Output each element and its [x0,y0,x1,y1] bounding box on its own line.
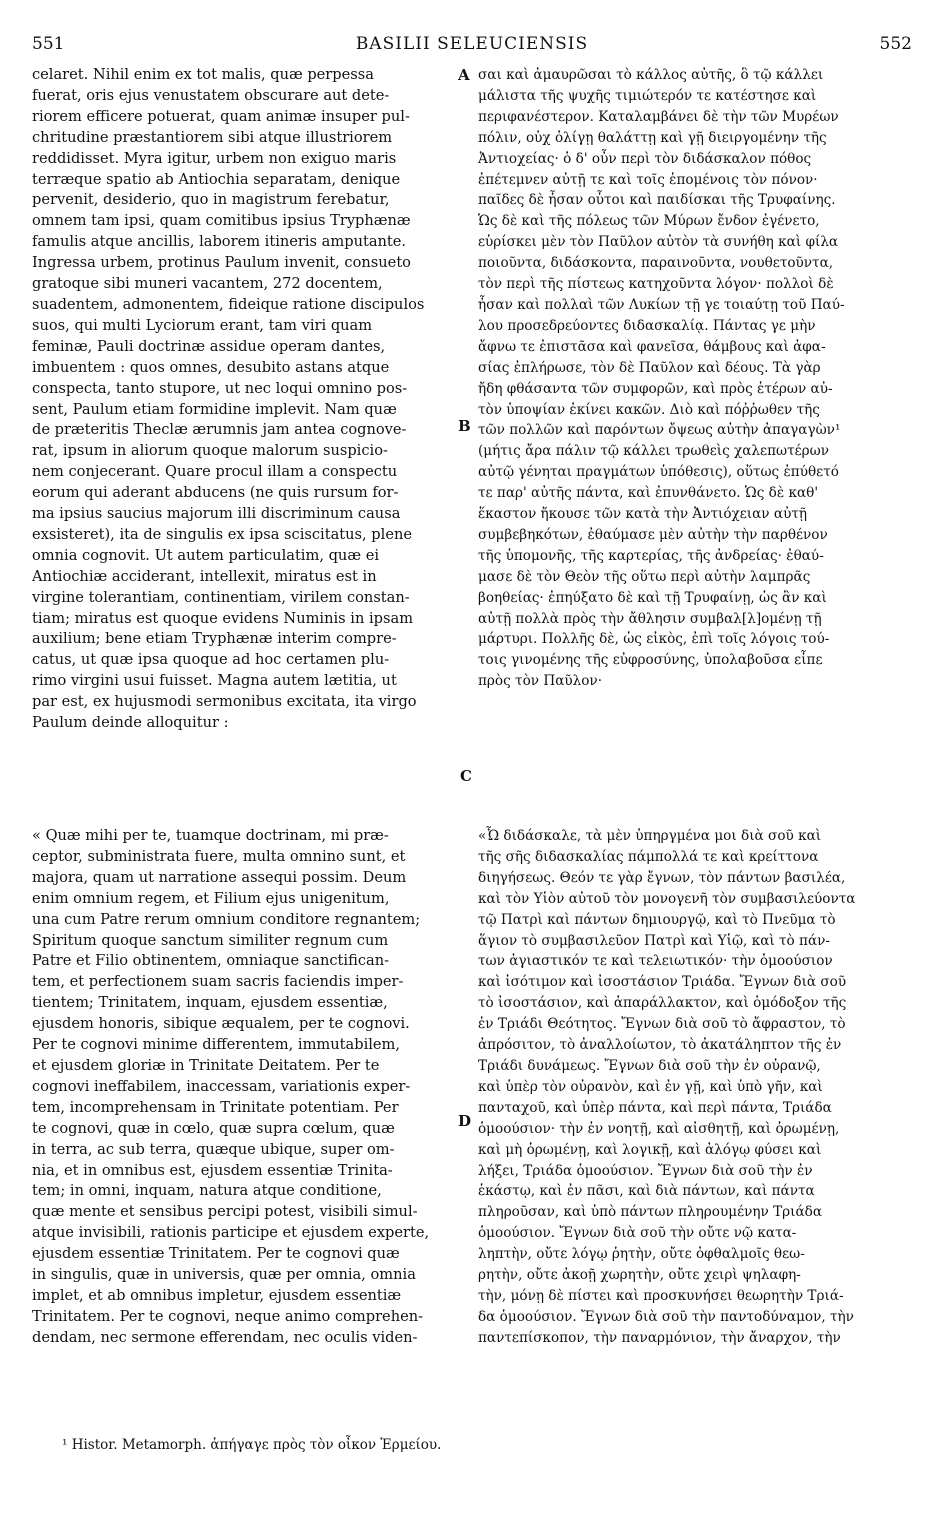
margin-marker-c: C [460,767,472,785]
text-line: διηγήσεως. Θεόν τε γὰρ ἔγνων, τὸν πάντων βασιλέα, [478,869,846,886]
text-line: terræque spatio ab Antiochia separatam, denique [32,170,401,188]
latin-column-top [32,65,460,734]
text-line: καὶ τὸν Υἱὸν αὐτοῦ τὸν μονογενῆ τὸν συμβασιλεύοντα [478,890,856,907]
text-line: τοις γινομένης τῆς εὐφροσύνης, ὑπολαβοῦσα εἶπε [478,652,823,669]
text-line: εὑρίσκει μὲν τὸν Παῦλον αὐτὸν τὰ συνήθη καὶ φίλα [478,234,839,251]
text-line: atque invisibili, rationis participe et ejusdem experte, [32,1224,430,1242]
text-line: ἄφνω τε ἐπιστᾶσα καὶ φανεῖσα, θάμβους καὶ ἀφα- [478,338,826,355]
text-line: auxilium; bene etiam Tryphænæ interim compre- [32,630,397,648]
footnote: ¹ Histor. Metamorph. ἀπήγαγε πρὸς τὸν οἶκον Ἑρμείου. [62,1437,442,1453]
text-line: τὸν ὑποψίαν ἐκίνει κακῶν. Διὸ καὶ πόῤῥωθεν τῆς [478,401,820,418]
text-line: λου προσεδρεύοντες διδασκαλίᾳ. Πάντας γε μὴν [478,317,816,334]
text-line: tem; in omni, inquam, natura atque conditione, [32,1182,382,1200]
text-line: τὸν περὶ τῆς πίστεως κατηχοῦντα λόγον· πολλοὶ δὲ [478,276,834,293]
text-line: famulis atque ancillis, laborem itineris amputante. [32,233,407,251]
text-line: implet, et ab omnibus impletur, ejusdem essentiæ [32,1286,402,1304]
text-line: Antiochiæ acciderant, intellexit, miratus est in [32,567,377,585]
text-line: gratoque sibi muneri vacantem, 272 docentem, [32,275,383,293]
text-line: σίας ἐπλήρωσε, τὸν δὲ Παῦλον καὶ δέους. Τὰ γὰρ [478,359,821,376]
text-line: βοηθείας· ἐπηύξατο δὲ καὶ τῇ Τρυφαίνῃ, ὡς ἂν καὶ [478,589,827,606]
text-line: ἐν Τριάδι Θεότητος. Ἔγνων διὰ σοῦ τὸ ἄφραστον, τὸ [478,1016,846,1033]
text-line: in terra, ac sub terra, quæque ubique, super om- [32,1140,395,1158]
text-line: te cognovi, quæ in cœlo, quæ supra cœlum, quæ [32,1119,395,1137]
text-line: imbuentem : quos omnes, desubito astans atque [32,358,390,376]
text-line: τε παρ' αὐτῆς πάντα, καὶ ἐπυνθάνετο. Ὡς δὲ καθ' [478,485,819,502]
text-line: ἤδη φθάσαντα τῶν συμφορῶν, καὶ πρὸς ἑτέρων αὐ- [478,380,833,397]
text-line: majora, quam ut narratione assequi possim. Deum [32,868,407,886]
text-line: feminæ, Pauli doctrinæ assidue operam dantes, [32,337,386,355]
text-line: et ejusdem gloriæ in Trinitate Deitatem. Per te [32,1056,380,1074]
latin-column-bottom [32,826,460,1349]
text-line: conspecta, tanto stupore, ut nec loqui omnino pos- [32,379,408,397]
text-line: σαι καὶ ἀμαυρῶσαι τὸ κάλλος αὐτῆς, ὃ τῷ κάλλει [478,67,824,83]
text-line: Paulum deinde alloquitur : [32,714,229,732]
text-line: Ὡς δὲ καὶ τῆς πόλεως τῶν Μύρων ἔνδον ἐγένετο, [478,213,820,230]
text-line: πληροῦσαν, καὶ ὑπὸ πάντων πληρουμένην Τριάδα [478,1204,823,1221]
greek-column-top [478,65,888,692]
text-line: omnia cognovit. Ut autem particulatim, quæ ei [32,546,379,564]
text-line: reddidisset. Myra igitur, urbem non exiguo maris [32,149,397,167]
text-line: rimo virgini usui fuisset. Magna autem lætitia, ut [32,672,397,690]
text-line: «Ὦ διδάσκαλε, τὰ μὲν ὑπηργμένα μοι διὰ σοῦ καὶ [478,828,822,844]
text-line: de præteritis Theclæ ærumnis jam antea cognove- [32,421,407,439]
left-page-number: 551 [32,34,65,54]
text-line: καὶ ἰσότιμον καὶ ἰσοστάσιον Τριάδα. Ἔγνων διὰ σοῦ [478,974,847,991]
text-line: ejusdem essentiæ Trinitatem. Per te cognovi quæ [32,1245,400,1263]
text-line: συμβεβηκότων, ἐθαύμασε μὲν αὐτὴν τὴν παρθένον [478,526,828,543]
text-line: ceptor, subministrata fuere, multa omnino sunt, et [32,847,406,865]
page-header [32,34,912,58]
text-line: catus, ut quæ ipsa quoque ad hoc certamen plu- [32,651,390,669]
text-line: una cum Patre rerum omnium conditore regnantem; [32,910,421,928]
text-line: καὶ ὑπὲρ τὸν οὐρανὸν, καὶ ἐν γῇ, καὶ ὑπὸ γῆν, καὶ [478,1078,823,1095]
text-line: omnem tam ipsi, quam comitibus ipsius Tryphænæ [32,212,411,230]
text-line: virgine tolerantiam, continentiam, virilem constan- [32,588,410,606]
text-line: ἑκάστῳ, καὶ ἐν πᾶσι, καὶ διὰ πάντων, καὶ πάντα [478,1183,815,1200]
text-line: πανταχοῦ, καὶ ὑπὲρ πάντα, καὶ περὶ πάντα, Τριάδα [478,1099,832,1116]
text-line: tem, et perfectionem suam sacris faciendis imper- [32,973,404,991]
text-line: δα ὁμοούσιον. Ἔγνων διὰ σοῦ τὴν παντοδύναμον, τὴν [478,1308,854,1325]
margin-marker-d: D [458,1112,472,1130]
text-line: τῆς σῆς διδασκαλίας πάμπολλά τε καὶ κρείττονα [478,848,819,865]
text-line: λήξει, Τριάδα ὁμοούσιον. Ἔγνων διὰ σοῦ τὴν ἐν [478,1162,813,1179]
text-line: pervenit, desiderio, quo in magistrum ferebatur, [32,191,390,209]
text-line: exsisteret), ita de singulis ex ipsa sciscitatus, plene [32,525,412,543]
text-line: ma ipsius saucius majorum illi discriminum causa [32,505,401,523]
text-line: nia, et in omnibus est, ejusdem essentiæ Trinita- [32,1161,393,1179]
text-line: τὸ ἰσοστάσιον, καὶ ἀπαράλλακτον, καὶ ὁμόδοξον τῆς [478,995,847,1012]
text-line: τὴν, μόνῃ δὲ πίστει καὶ προσκυνήσει θεωρητὴν Τριά- [478,1287,844,1304]
text-line: περιφανέστερον. Καταλαμβάνει δὲ τὴν τῶν Μυρέων [478,108,839,125]
text-line: celaret. Nihil enim ex tot malis, quæ perpessa [32,66,374,83]
text-line: πόλιν, οὐχ ὀλίγῃ θαλάττῃ καὶ γῇ διειργομένην τῆς [478,129,827,146]
text-line: (μήτις ἄρα πάλιν τῷ κάλλει τρωθεὶς χαλεπωτέρων [478,443,829,460]
text-line: των ἁγιαστικόν τε καὶ τελειωτικόν· τὴν ὁμοούσιον [478,953,833,970]
text-line: riorem efficere potuerat, quam animæ insuper pul- [32,107,410,125]
text-line: τῶν πολλῶν καὶ παρόντων ὄψεως αὐτὴν ἀπαγαγὼν¹ [478,422,841,439]
text-line: Patre et Filio obtinentem, omniaque sanctifican- [32,952,390,970]
text-line: eorum qui aderant abducens (ne quis rursum for- [32,484,399,502]
text-line: suos, qui multi Lyciorum erant, tam viri quam [32,316,373,334]
right-page-number: 552 [879,34,912,54]
greek-column-bottom [478,826,888,1349]
text-line: nem conjecerant. Quare procul illam a conspectu [32,463,398,481]
text-line: ἅγιον τὸ συμβασιλεῦον Πατρὶ καὶ Υἱῷ, καὶ τὸ πάν- [478,932,831,949]
text-line: Trinitatem. Per te cognovi, neque animo comprehen- [32,1307,424,1325]
text-line: dendam, nec sermone efferendam, nec oculis viden- [32,1328,418,1346]
text-line: chritudine præstantiorem sibi atque illustriorem [32,128,393,146]
text-line: μασε δὲ τὸν Θεὸν τῆς οὕτω περὶ αὐτὴν λαμπρᾶς [478,568,811,585]
text-line: παῖδες δὲ ἦσαν οὗτοι καὶ παιδίσκαι τῆς Τρυφαίνης. [478,192,836,209]
text-line: ἦσαν καὶ πολλαὶ τῶν Λυκίων τῇ γε τοιαύτῃ τοῦ Παύ- [478,296,845,313]
text-line: cognovi ineffabilem, inaccessam, variationis exper- [32,1077,411,1095]
text-line: ἀπρόσιτον, τὸ ἀναλλοίωτον, τὸ ἀκατάληπτον τῆς ἐν [478,1037,842,1054]
text-line: Ingressa urbem, protinus Paulum invenit, consueto [32,254,411,272]
text-line: suadentem, admonentem, fideique ratione discipulos [32,295,425,313]
text-line: τῷ Πατρὶ καὶ πάντων δημιουργῷ, καὶ τὸ Πνεῦμα τὸ [478,911,836,928]
text-line: sent, Paulum etiam formidine implevit. Nam quæ [32,400,397,418]
text-line: πρὸς τὸν Παῦλον· [478,673,603,690]
text-line: μάρτυρι. Πολλῆς δὲ, ὡς εἰκὸς, ἐπὶ τοῖς λόγοις τού- [478,631,830,648]
text-line: ejusdem honoris, sibique æqualem, per te cognovi. [32,1015,410,1033]
text-line: μάλιστα τῆς ψυχῆς τιμιώτερόν τε κατέστησε καὶ [478,87,817,104]
text-line: ληπτὴν, οὔτε λόγῳ ῥητὴν, οὔτε ὀφθαλμοῖς θεω- [478,1246,805,1263]
text-line: Τριάδι δυνάμεως. Ἔγνων διὰ σοῦ τὴν ἐν οὐρανῷ, [478,1057,821,1074]
text-line: παντεπίσκοπον, τὴν παναρμόνιον, τὴν ἄναρχον, τὴν [478,1329,841,1346]
text-line: tientem; Trinitatem, inquam, ejusdem essentiæ, [32,994,388,1012]
margin-marker-a: A [458,66,470,84]
text-line: ὁμοούσιον· τὴν ἐν νοητῇ, καὶ αἰσθητῇ, καὶ ὁρωμένῃ, [478,1120,840,1137]
text-line: Ἀντιοχείας· ὁ δ' οὖν περὶ τὸν διδάσκαλον πόθος [478,150,812,167]
text-line: tem, incomprehensam in Trinitate potentiam. Per [32,1098,399,1116]
text-line: αὐτῇ πολλὰ πρὸς τὴν ἄθλησιν συμβαλ[λ]ομένῃ τῇ [478,610,822,627]
text-line: Per te cognovi minime differentem, immutabilem, [32,1036,401,1054]
text-line: αὐτῷ γένηται πραγμάτων ὑπόθεσις), οὕτως ἐπύθετό [478,464,839,481]
text-line: καὶ μὴ ὁρωμένῃ, καὶ λογικῇ, καὶ ἀλόγῳ φύσει καὶ [478,1141,822,1158]
text-line: ποιοῦντα, διδάσκοντα, παραινοῦντα, νουθετοῦντα, [478,255,834,272]
text-line: quæ mente et sensibus percipi potest, visibili simul- [32,1203,418,1221]
text-line: ἐπέτεμνεν αὐτῇ τε καὶ τοῖς ἑπομένοις τὸν πόνον· [478,171,818,188]
text-line: in singulis, quæ in universis, quæ per omnia, omnia [32,1266,416,1284]
text-line: fuerat, oris ejus venustatem obscurare aut dete- [32,86,390,104]
text-line: enim omnium regem, et Filium ejus unigenitum, [32,889,390,907]
text-line: ὁμοούσιον. Ἔγνων διὰ σοῦ τὴν οὔτε νῷ κατα- [478,1225,797,1242]
margin-marker-b: B [458,417,471,435]
text-line: par est, ex hujusmodi sermonibus excitata, ita virgo [32,693,417,711]
text-line: tiam; miratus est quoque evidens Numinis in ipsam [32,609,414,627]
running-title: BASILII SELEUCIENSIS [355,34,589,54]
text-line: « Quæ mihi per te, tuamque doctrinam, mi præ- [32,827,389,844]
text-line: τῆς ὑπομονῆς, τῆς καρτερίας, τῆς ἀνδρείας· ἐθαύ- [478,547,824,564]
text-line: rat, ipsum in aliorum quoque malorum suspicio- [32,442,388,460]
text-line: ρητὴν, οὔτε ἀκοῇ χωρητὴν, οὔτε χειρὶ ψηλαφη- [478,1267,801,1284]
text-line: Spiritum quoque sanctum similiter regnum cum [32,931,389,949]
text-line: ἕκαστον ἤκουσε τῶν κατὰ τὴν Ἀντιόχειαν αὐτῇ [478,506,808,523]
